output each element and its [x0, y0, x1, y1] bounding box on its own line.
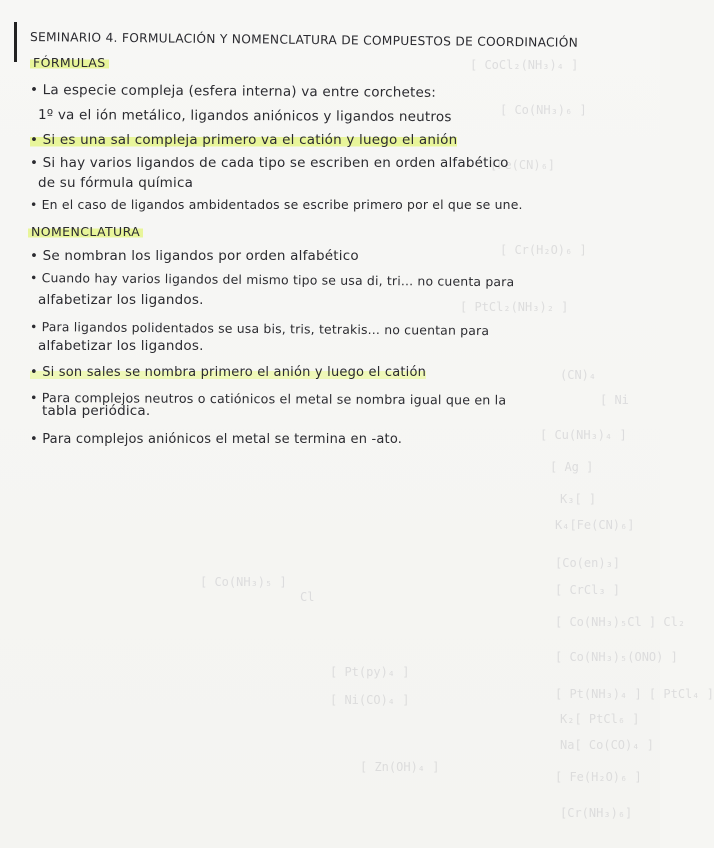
margin-bar — [14, 22, 17, 62]
nomenclatura-line-5: alfabetizar los ligandos. — [38, 338, 204, 354]
nomenclatura-line-4: • Para ligandos polidentados se usa bis, tris, tetrakis... no cuentan para — [29, 319, 490, 339]
section-heading-nomenclatura: NOMENCLATURA — [28, 224, 143, 239]
nomenclatura-line-2: • Cuando hay varios ligandos del mismo tipo se usa di, tri... no cuenta para — [29, 270, 515, 290]
formulas-line-3-highlight: • Si es una sal compleja primero va el catión y luego el anión — [30, 132, 458, 148]
formulas-line-2: 1º va el ión metálico, ligandos aniónicos y ligandos neutros — [37, 107, 452, 126]
formulas-line-5: de su fórmula química — [38, 175, 194, 191]
nomenclatura-line-6-highlight: • Si son sales se nombra primero el anión y luego el catión — [30, 365, 427, 380]
formulas-line-3 — [30, 132, 457, 148]
formulas-line-4: • Si hay varios ligandos de cada tipo se escriben en orden alfabético — [30, 155, 509, 171]
formulas-line-1: • La especie compleja (esfera interna) va entre corchetes: — [29, 82, 437, 101]
nomenclatura-line-1: • Se nombran los ligandos por orden alfabético — [30, 248, 359, 264]
section-heading-formulas: FÓRMULAS — [30, 55, 109, 70]
nomenclatura-line-8: tabla periódica. — [42, 403, 151, 419]
formulas-line-6: • En el caso de ligandos ambidentados se escribe primero por el que se une. — [30, 197, 523, 212]
nomenclatura-line-6 — [30, 365, 426, 380]
bleed-through-text: [ CoCl₂(NH₃)₄ ] [ Co(NH₃)₆ ] [Fe(CN)₆] [ Cr(H₂O)₆ ] [ PtCl₂(NH₃)₂ ] (CN)₄ [ Ni [ Cu(NH₃)₄ ] [ Ag ] K₃[ ] K₄[Fe(CN)₆] [Co(en)₃] [ CrCl₃ ] [ Co(NH₃)₅Cl ] Cl₂ [ Co(NH₃)₅(ONO) ] [ Pt(NH₃)₄ ] [ PtCl₄ ] K₂[ PtCl₆ ] Na[ Co(CO)₄ ] [ Fe(H₂O)₆ ] [Cr(NH₃)₆] [ Co(NH₃)₅ ] Cl [ Pt(py)₄ ] [ Ni(CO)₄ ] [ Zn(OH)₄ ] — [200, 58, 714, 820]
nomenclatura-line-9: • Para complejos aniónicos el metal se termina en -ato. — [30, 432, 403, 447]
page-title: SEMINARIO 4. FORMULACIÓN Y NOMENCLATURA DE COMPUESTOS DE COORDINACIÓN — [29, 30, 579, 50]
nomenclatura-line-7: • Para complejos neutros o catiónicos el metal se nombra igual que en la — [29, 390, 507, 408]
nomenclatura-line-3: alfabetizar los ligandos. — [38, 292, 204, 308]
